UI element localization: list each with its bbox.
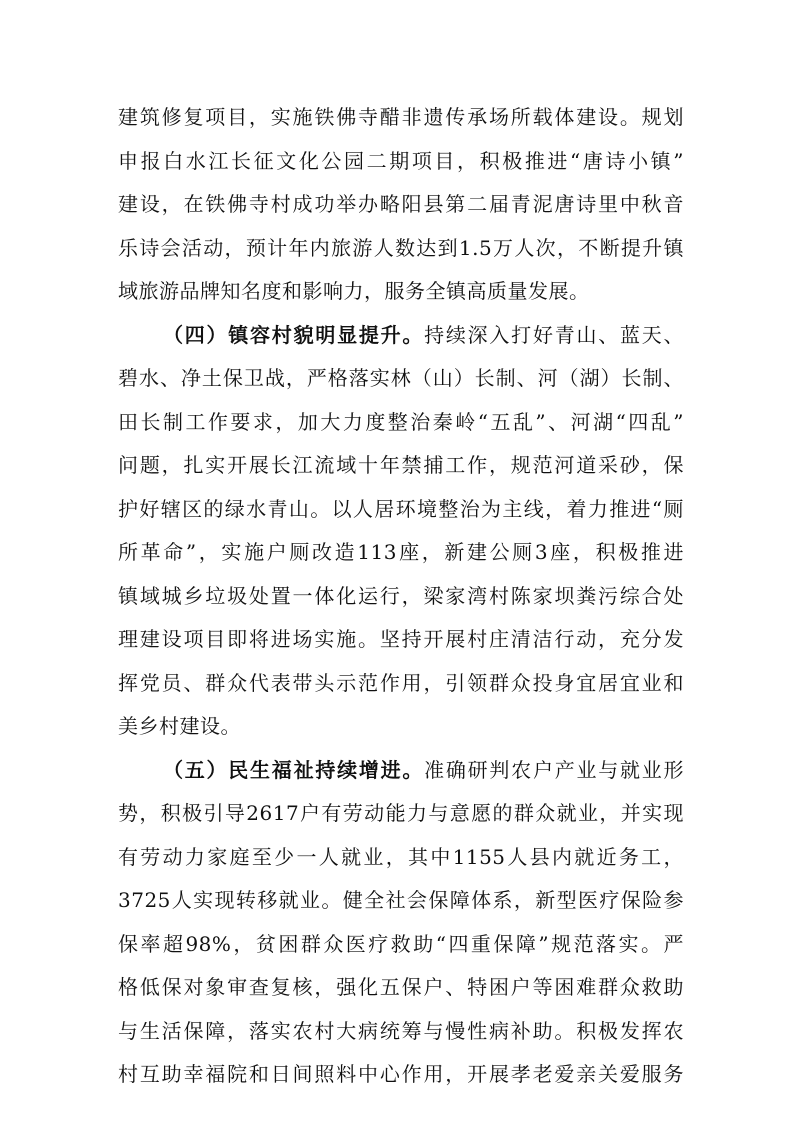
paragraph-1-line-1: 建筑修复项目，实施铁佛寺醋非遗传承场所载体建设。规划: [118, 105, 684, 129]
paragraph-2-line-3: 田长制工作要求，加大力度整治秦岭“五乱”、河湖“四乱”: [118, 410, 684, 434]
paragraph-2-line-4: 问题，扎实开展长江流域十年禁捕工作，规范河道采砂，保: [118, 453, 684, 477]
paragraph-3-line-8: 村互助幸福院和日间照料中心作用，开展孝老爱亲关爱服务: [118, 1062, 684, 1086]
paragraph-3-line-5: 保率超98%，贫困群众医疗救助“四重保障”规范落实。严: [118, 932, 684, 956]
paragraph-3-line-6: 格低保对象审查复核，强化五保户、特困户等困难群众救助: [118, 975, 684, 999]
paragraph-3-line-4: 3725人实现转移就业。健全社会保障体系，新型医疗保险参: [118, 888, 684, 912]
paragraph-2-line-1: [163, 321, 684, 349]
paragraph-3-line-1: [163, 756, 684, 784]
paragraph-3-line-3: 有劳动力家庭至少一人就业，其中1155人县内就近务工，: [118, 845, 684, 869]
paragraph-2-line-9: 挥党员、群众代表带头示范作用，引领群众投身宜居宜业和: [118, 671, 684, 695]
paragraph-1-line-2: 申报白水江长征文化公园二期项目，积极推进“唐诗小镇”: [118, 149, 684, 173]
paragraph-2-line-7: 镇域城乡垃圾处置一体化运行，梁家湾村陈家坝粪污综合处: [118, 584, 684, 608]
paragraph-2-line-10: 美乡村建设。: [118, 714, 241, 738]
paragraph-1-line-3: 建设，在铁佛寺村成功举办略阳县第二届青泥唐诗里中秋音: [118, 192, 684, 216]
paragraph-3-line-2: 势，积极引导2617户有劳动能力与意愿的群众就业，并实现: [118, 801, 684, 825]
paragraph-2-line-8: 理建设项目即将进场实施。坚持开展村庄清洁行动，充分发: [118, 627, 684, 651]
paragraph-2-line-5: 护好辖区的绿水青山。以人居环境整治为主线，着力推进“厕: [118, 497, 684, 521]
paragraph-2-line-6: 所革命”，实施户厕改造113座，新建公厕3座，积极推进: [118, 540, 684, 564]
paragraph-1-line-4: 乐诗会活动，预计年内旅游人数达到1.5万人次，不断提升镇: [118, 236, 684, 260]
paragraph-1-line-5: 域旅游品牌知名度和影响力，服务全镇高质量发展。: [118, 279, 590, 303]
paragraph-2-line-2: 碧水、净土保卫战，严格落实林（山）长制、河（湖）长制、: [118, 366, 684, 390]
paragraph-3-line-1-text: 准确研判农户产业与就业形: [424, 758, 685, 782]
paragraph-2-line-1-text: 持续深入打好青山、蓝天、: [424, 323, 685, 347]
section-heading-5: （五）民生福祉持续增进。: [163, 758, 425, 782]
section-heading-4: （四）镇容村貌明显提升。: [163, 323, 425, 347]
paragraph-3-line-7: 与生活保障，落实农村大病统筹与慢性病补助。积极发挥农: [118, 1019, 684, 1043]
